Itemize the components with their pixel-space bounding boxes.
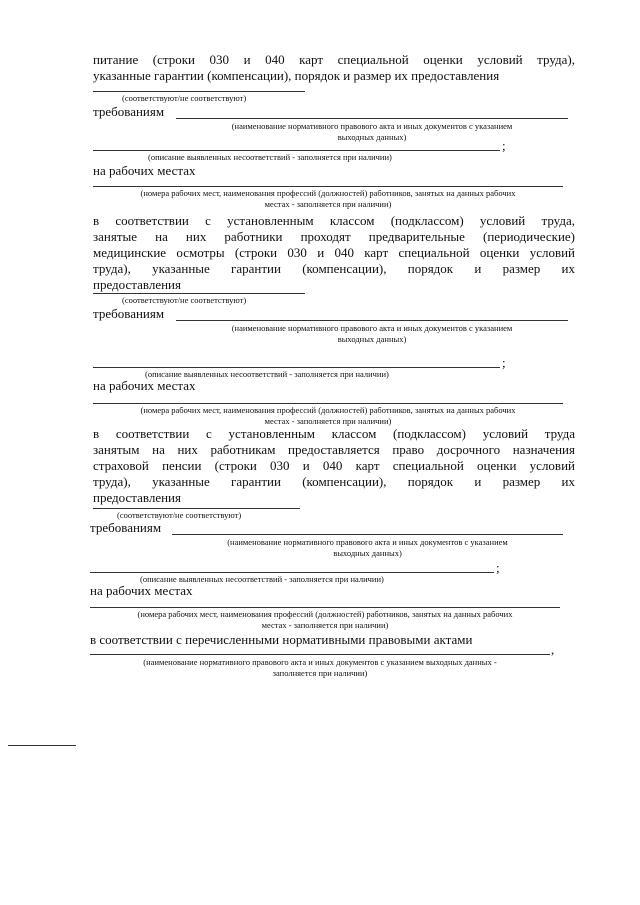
workplaces-caption-line: местах - заполняется при наличии) (261, 620, 389, 630)
compliance-caption: (соответствуют/не соответствуют) (122, 295, 247, 305)
compliance-line[interactable] (93, 508, 300, 509)
discrepancy-line[interactable] (93, 367, 500, 368)
paragraph-line: предоставления (93, 277, 181, 292)
paragraph-line: питание (строки 030 и 040 карт специальной оценки условий труда), (93, 52, 575, 67)
workplaces-label: на рабочих местах (93, 163, 196, 178)
act-caption-line: выходных данных) (337, 132, 407, 142)
workplaces-caption-line: местах - заполняется при наличии) (264, 416, 392, 426)
final-caption (90, 657, 550, 679)
compliance-caption: (соответствуют/не соответствуют) (122, 93, 247, 103)
semicolon: ; (502, 355, 506, 370)
conditions-paragraph (93, 213, 575, 293)
workplaces-label: на рабочих местах (90, 583, 193, 598)
act-caption-line: (наименование нормативного правового акта и иных документов с указанием (227, 537, 508, 547)
compliance-line[interactable] (93, 91, 305, 92)
final-comma: , (551, 642, 555, 657)
requirements-line[interactable] (172, 534, 563, 535)
paragraph-line: труда), указанные гарантии (компенсации), порядок и размер их (93, 474, 575, 489)
requirements-label: требованиям (90, 520, 162, 535)
discrepancy-caption: (описание выявленных несоответствий - заполняется при наличии) (148, 152, 392, 162)
requirements-label: требованиям (93, 306, 165, 321)
top-paragraph (93, 52, 575, 84)
discrepancy-line[interactable] (90, 572, 494, 573)
workplaces-line[interactable] (90, 607, 560, 608)
act-caption (176, 323, 568, 345)
paragraph-line: труда), указанные гарантии (компенсации), порядок и размер их (93, 261, 575, 276)
requirements-line[interactable] (176, 320, 568, 321)
compliance-line[interactable] (93, 293, 305, 294)
requirements-label: требованиям (93, 104, 165, 119)
paragraph-line: страховой пенсии (строки 030 и 040 карт специальной оценки условий (93, 458, 575, 473)
workplaces-caption-line: местах - заполняется при наличии) (264, 199, 392, 209)
final-caption-line: заполняется при наличии) (272, 668, 368, 678)
act-caption (172, 537, 563, 559)
workplaces-caption (93, 405, 563, 427)
act-caption-line: (наименование нормативного правового акта и иных документов с указанием (231, 121, 513, 131)
act-caption-line: выходных данных) (337, 334, 407, 344)
act-caption-line: (наименование нормативного правового акта и иных документов с указанием (231, 323, 513, 333)
paragraph-line: занятым на них работникам предоставляется право досрочного назначения (93, 442, 575, 457)
workplaces-line[interactable] (93, 186, 563, 187)
workplaces-caption (90, 609, 560, 631)
workplaces-label: на рабочих местах (93, 378, 196, 393)
paragraph-line: занятые на них работники проходят предварительные (периодические) (93, 229, 575, 244)
discrepancy-caption: (описание выявленных несоответствий - заполняется при наличии) (140, 574, 384, 584)
paragraph-line: предоставления (93, 490, 181, 505)
paragraph-line: указанные гарантии (компенсации), порядок и размер их предоставления (93, 68, 500, 83)
final-caption-line: (наименование нормативного правового акта и иных документов с указанием выходных данных - (143, 657, 497, 667)
paragraph-line: в соответствии с установленным классом (подклассом) условий труда, (93, 213, 575, 228)
pension-paragraph (93, 426, 575, 506)
footnote-separator (8, 745, 76, 746)
workplaces-caption-line: (номера рабочих мест, наименования профессий (должностей) работников, занятых на данных рабочих (137, 609, 513, 619)
semicolon: ; (502, 138, 506, 153)
act-caption (176, 121, 568, 143)
workplaces-caption-line: (номера рабочих мест, наименования профессий (должностей) работников, занятых на данных рабочих (140, 405, 516, 415)
requirements-line[interactable] (176, 118, 568, 119)
compliance-caption: (соответствуют/не соответствуют) (117, 510, 242, 520)
workplaces-caption (93, 188, 563, 210)
discrepancy-line[interactable] (93, 150, 500, 151)
discrepancy-caption: (описание выявленных несоответствий - заполняется при наличии) (145, 369, 389, 379)
final-line[interactable] (90, 654, 550, 655)
workplaces-line[interactable] (93, 403, 563, 404)
act-caption-line: выходных данных) (333, 548, 402, 558)
paragraph-line: в соответствии с установленным классом (подклассом) условий труда (93, 426, 575, 441)
workplaces-caption-line: (номера рабочих мест, наименования профессий (должностей) работников, занятых на данных рабочих (140, 188, 516, 198)
final-statement: в соответствии с перечисленными нормативными правовыми актами (90, 632, 473, 647)
paragraph-line: медицинские осмотры (строки 030 и 040 карт специальной оценки условий (93, 245, 575, 260)
semicolon: ; (496, 560, 500, 575)
